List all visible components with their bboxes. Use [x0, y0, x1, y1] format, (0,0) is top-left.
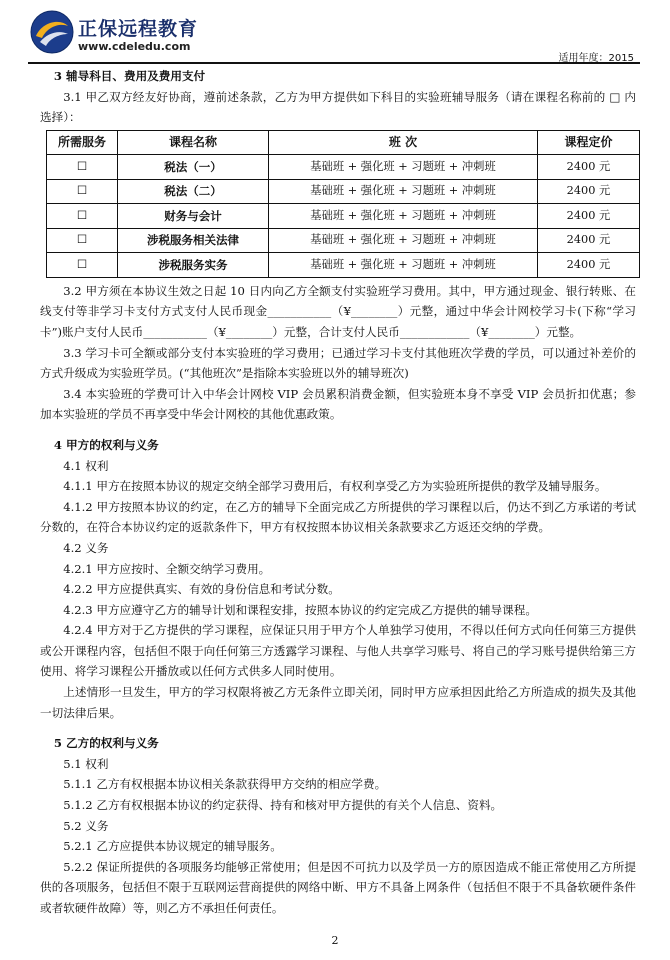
- paragraph-5-2-2: 5.2.2 保证所提供的各项服务均能够正常使用；但是因不可抗力以及学员一方的原因造成不能正常使用乙方所提供的各项服务，包括但不限于互联网运营商提供的网络中断、甲方不具备上网条件（包括但不限于不具备软硬件条件或者软硬件故障）等，则乙方不承担任何责任。: [40, 859, 636, 915]
- course-price: 2400 元: [538, 179, 640, 204]
- subsection-5-1: 5.1 权利: [63, 756, 109, 771]
- paragraph-3-2: 3.2 甲方须在本协议生效之日起 10 日内向乙方全额支付实验班学习费用。其中，甲方通过现金、银行转账、在线支付等非学习卡支付方式支付人民币现金___________（¥________）元整，通过中华会计网校学习卡(下称“学习卡”)账户支付人民币___________（¥________）元整，合计支付人民币____________（¥________）元整。: [40, 283, 636, 339]
- course-price: 2400 元: [538, 253, 640, 278]
- table-row: [47, 204, 640, 229]
- paragraph-4-1-2: 4.1.2 甲方按照本协议的约定，在乙方的辅导下全面完成乙方所提供的学习课程以后，仍达不到乙方承诺的考试分数的，在符合本协议约定的返款条件下，甲方有权按照本协议相关条款要求乙方返还交纳的学费。: [40, 499, 636, 535]
- brand-name: 正保远程教育: [78, 18, 199, 40]
- column-header: 课程定价: [538, 130, 640, 155]
- paragraph-4-2-2: 4.2.2 甲方应提供真实、有效的身份信息和考试分数。: [63, 582, 340, 597]
- table-row: [47, 253, 640, 278]
- course-checkbox[interactable]: ☐: [47, 179, 118, 204]
- course-classes: 基础班 + 强化班 + 习题班 + 冲刺班: [269, 204, 538, 229]
- course-price: 2400 元: [538, 204, 640, 229]
- paragraph-5-2-1: 5.2.1 乙方应提供本协议规定的辅导服务。: [63, 839, 282, 854]
- course-checkbox[interactable]: ☐: [47, 155, 118, 180]
- table-row: [47, 228, 640, 253]
- paragraph-4-1-1: 4.1.1 甲方在按照本协议的规定交纳全部学习费用后，有权利享受乙方为实验班所提供的教学及辅导服务。: [63, 479, 607, 494]
- table-row: [47, 179, 640, 204]
- subsection-4-2: 4.2 义务: [63, 540, 109, 555]
- course-checkbox[interactable]: ☐: [47, 228, 118, 253]
- page-header: [0, 0, 670, 64]
- course-name: 财务与会计: [118, 204, 269, 229]
- paragraph-3-3: 3.3 学习卡可全额或部分支付本实验班的学习费用；已通过学习卡支付其他班次学费的学员，可以通过补差价的方式升级成为实验班学员。(“其他班次”是指除本实验班以外的辅导班次): [40, 345, 636, 381]
- course-classes: 基础班 + 强化班 + 习题班 + 冲刺班: [269, 253, 538, 278]
- page-number: 2: [331, 934, 339, 947]
- course-classes: 基础班 + 强化班 + 习题班 + 冲刺班: [269, 179, 538, 204]
- column-header: 所需服务: [47, 130, 118, 155]
- course-price: 2400 元: [538, 155, 640, 180]
- course-name: 涉税服务相关法律: [118, 228, 269, 253]
- section-3-title: 3 辅导科目、费用及费用支付: [53, 69, 206, 83]
- paragraph-5-1-2: 5.1.2 乙方有权根据本协议的约定获得、持有和核对甲方提供的有关个人信息、资料。: [63, 798, 503, 813]
- course-name: 税法（二）: [118, 179, 269, 204]
- column-header: 课程名称: [118, 130, 269, 155]
- paragraph-4-2-4: 4.2.4 甲方对于乙方提供的学习课程，应保证只用于甲方个人单独学习使用，不得以任何方式向任何第三方提供或公开课程内容，包括但不限于向任何第三方透露学习课程、与他人共享学习账号、将自己的学习账号提供给第三方使用、将学习课程公开播放或以任何方式供多人同时使用。: [40, 623, 636, 679]
- paragraph-4-2-1: 4.2.1 甲方应按时、全额交纳学习费用。: [63, 561, 271, 576]
- brand-url: www.cdeledu.com: [78, 40, 191, 53]
- paragraph-4-2-3: 4.2.3 甲方应遵守乙方的辅导计划和课程安排，按照本协议的约定完成乙方提供的辅导课程。: [63, 602, 537, 617]
- cdeledu-logo-icon: [30, 10, 74, 54]
- document-body: [40, 66, 636, 919]
- subsection-4-1: 4.1 权利: [63, 458, 109, 473]
- section-4-title: 4 甲方的权利与义务: [53, 437, 159, 452]
- course-checkbox[interactable]: ☐: [47, 253, 118, 278]
- paragraph-4-2-5: 上述情形一旦发生，甲方的学习权限将被乙方无条件立即关闭，同时甲方应承担因此给乙方所造成的损失及其他一切法律后果。: [40, 685, 636, 720]
- applicable-year: 适用年度：2015: [558, 53, 634, 64]
- section-5-title: 5 乙方的权利与义务: [53, 736, 159, 751]
- course-classes: 基础班 + 强化班 + 习题班 + 冲刺班: [269, 155, 538, 180]
- paragraph-5-1-1: 5.1.1 乙方有权根据本协议相关条款获得甲方交纳的相应学费。: [63, 777, 387, 792]
- course-price: 2400 元: [538, 228, 640, 253]
- paragraph-3-1: 3.1 甲乙双方经友好协商，遵前述条款，乙方为甲方提供如下科目的实验班辅导服务（请在课程名称前的 □ 内选择）：: [40, 89, 636, 125]
- column-header: 班 次: [269, 130, 538, 155]
- course-name: 税法（一）: [118, 155, 269, 180]
- course-classes: 基础班 + 强化班 + 习题班 + 冲刺班: [269, 228, 538, 253]
- course-checkbox[interactable]: ☐: [47, 204, 118, 229]
- table-header-row: [47, 130, 640, 155]
- paragraph-3-4: 3.4 本实验班的学费可计入中华会计网校 VIP 会员累积消费金额，但实验班本身不享受 VIP 会员折扣优惠；参加本实验班的学员不再享受中华会计网校的其他优惠政策。: [40, 386, 636, 422]
- subsection-5-2: 5.2 义务: [63, 818, 109, 833]
- course-name: 涉税服务实务: [118, 253, 269, 278]
- table-row: [47, 155, 640, 180]
- course-table: [46, 130, 640, 278]
- header-divider: [28, 62, 640, 64]
